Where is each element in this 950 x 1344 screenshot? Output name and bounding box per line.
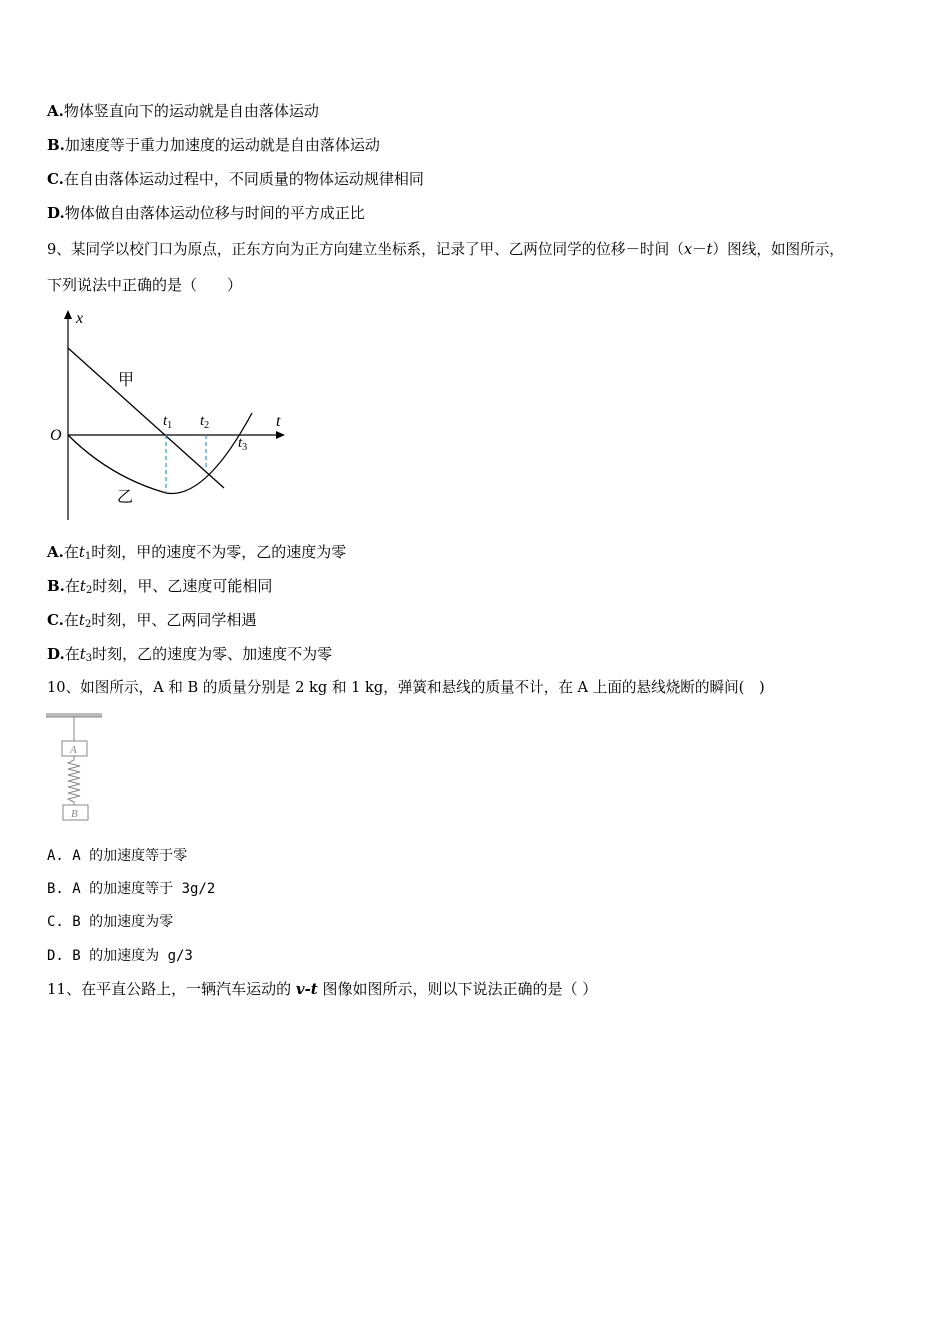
q9-option-b (47, 576, 272, 601)
q10-stem: 10、如图所示，A 和 B 的质量分别是 2 kg 和 1 kg，弹簧和悬线的质量不计，在 A 上面的悬线烧断的瞬间( ) (47, 679, 765, 696)
q10-option-d: D. B 的加速度为 g/3 (47, 948, 193, 964)
q9-stem-dash: － (692, 241, 707, 258)
origin-label: O (50, 427, 62, 444)
option-text: 加速度等于重力加速度的运动就是自由落体运动 (64, 136, 380, 154)
option-text: 时刻，乙的速度为零、加速度不为零 (92, 645, 333, 663)
option-t: t (79, 577, 86, 595)
option-text: 时刻，甲、乙两同学相遇 (91, 611, 257, 629)
jia-label: 甲 (118, 372, 135, 389)
q11-stem-vt: v-t (295, 980, 318, 998)
option-t-sub: 3 (85, 653, 93, 664)
option-t: t (78, 611, 85, 629)
q10-spring-figure (44, 710, 104, 825)
option-t-sub: 2 (85, 585, 93, 596)
option-text-pre: 在 (64, 645, 80, 663)
q10-option-a: A. A 的加速度等于零 (47, 848, 188, 864)
q11-stem-pre: 11、在平直公路上，一辆汽车运动的 (47, 980, 296, 998)
q9-stem-t: t (706, 241, 713, 258)
t1-label: $t_1$ (163, 413, 173, 431)
q9-stem-line2: 下列说法中正确的是（ ） (47, 276, 243, 294)
option-text: 在自由落体运动过程中，不同质量的物体运动规律相同 (63, 170, 424, 188)
option-letter: B. (47, 577, 65, 595)
q9-option-d (47, 644, 332, 669)
option-text-pre: 在 (63, 611, 79, 629)
t-axis-label: t (276, 413, 281, 430)
q8-option-d (47, 203, 365, 223)
q9-stem-x: x (683, 241, 693, 258)
option-letter: D. (47, 645, 65, 663)
option-text: 时刻，甲的速度不为零，乙的速度为零 (91, 543, 347, 561)
option-text: 物体竖直向下的运动就是自由落体运动 (63, 102, 319, 120)
option-text: 时刻，甲、乙速度可能相同 (92, 577, 273, 595)
q11-stem-post: 图像如图所示，则以下说法正确的是（ ） (317, 980, 598, 998)
x-axis-label: x (76, 310, 84, 327)
q9-stem-part1: 9、某同学以校门口为原点，正东方向为正方向建立坐标系，记录了甲、乙两位同学的位移－时间（ (47, 241, 684, 258)
option-text-pre: 在 (64, 577, 80, 595)
option-letter: A. (47, 102, 64, 120)
block-b-label: B (71, 808, 78, 820)
option-letter: B. (47, 136, 65, 154)
option-letter: C. (47, 170, 64, 188)
q9-stem-part2: ）图线，如图所示， (712, 241, 844, 258)
option-t: t (79, 645, 86, 663)
t2-label: $t_2$ (200, 413, 210, 431)
ceiling (46, 713, 102, 717)
q9-option-a (47, 542, 346, 567)
option-text: 物体做自由落体运动位移与时间的平方成正比 (64, 204, 365, 222)
t-axis-arrow (276, 431, 285, 439)
q8-option-c (47, 169, 424, 189)
q8-option-b (47, 135, 380, 155)
yi-curve (68, 413, 252, 494)
yi-label: 乙 (117, 489, 134, 506)
q8-option-a (47, 101, 319, 121)
q9-stem (47, 240, 844, 260)
q11-stem (47, 979, 597, 999)
q10-option-b: B. A 的加速度等于 3g/2 (47, 881, 216, 897)
option-text-pre: 在 (63, 543, 79, 561)
option-letter: C. (47, 611, 64, 629)
option-letter: A. (47, 543, 64, 561)
option-t-sub: 1 (84, 551, 92, 562)
block-a-label: A (70, 744, 77, 756)
option-letter: D. (47, 204, 65, 222)
option-t: t (78, 543, 85, 561)
q9-option-c (47, 610, 256, 635)
q9-xt-graph (40, 305, 300, 525)
x-axis-arrow (64, 310, 72, 319)
spring (68, 756, 80, 805)
q10-option-c: C. B 的加速度为零 (47, 914, 174, 930)
option-t-sub: 2 (84, 619, 92, 630)
t3-label: $t_3$ (238, 435, 248, 453)
